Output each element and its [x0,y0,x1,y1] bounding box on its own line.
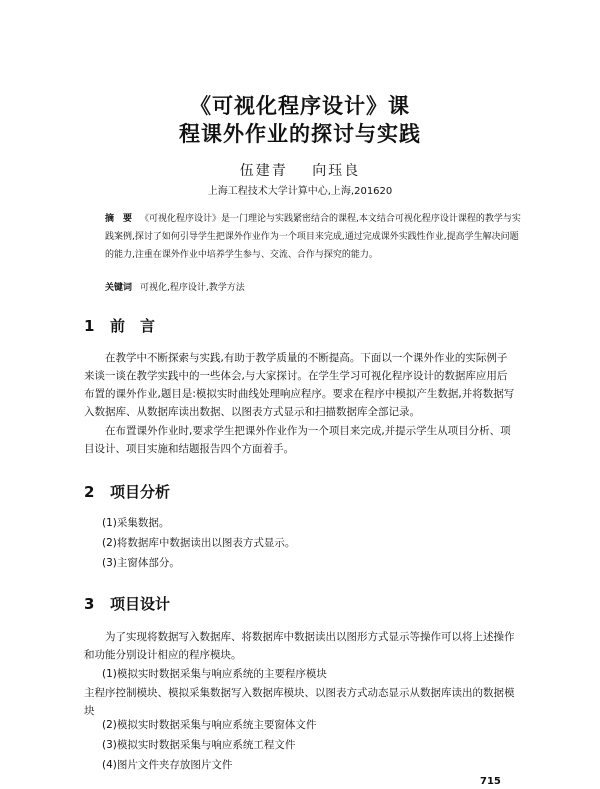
affiliation: 上海工程技术大学计算中心,上海,201620 [207,186,393,197]
section-number: 3 [84,595,95,613]
list-item: (2)模拟实时数据采集与响应系统主要窗体文件 [102,719,317,731]
keywords [105,280,523,293]
paper-title-line-1: 《可视化程序设计》课 [190,94,410,118]
author-1: 伍建青 [239,163,288,179]
section-heading-introduction [84,315,155,336]
abstract-label: 摘 要 [105,214,133,224]
list-item: (2)将数据库中数据读出以图表方式显示。 [102,537,296,549]
keywords-label: 关键词 [105,283,133,293]
list-item: (1)采集数据。 [102,517,170,529]
section-heading-analysis [84,481,170,502]
keywords-text: 可视化,程序设计,教学方法 [140,283,245,293]
section-number: 2 [84,483,95,501]
section-title: 项目分析 [110,483,171,501]
intro-paragraph-2: 在布置课外作业时,要求学生把课外作业作为一个项目来完成,并提示学生从项目分析、项目设计、项目实施和结题报告四个方面着手。 [84,425,511,455]
paper-title-line-2: 程课外作业的探讨与实践 [179,122,421,146]
author-list [0,160,600,180]
design-list-b [102,715,522,775]
author-2: 向珏良 [312,163,361,179]
design-paragraph-1: 为了实现将数据写入数据库、将数据库中数据读出以图形方式显示等操作可以将上述操作和功能分别设计相应的程序模块。 [84,631,515,661]
abstract [105,210,523,264]
section-heading-design [84,593,170,614]
intro-paragraph-1: 在教学中不断探索与实践,有助于教学质量的不断提高。下面以一个课外作业的实际例子来谈一谈在教学实践中的一些体会,与大家探讨。在学生学习可视化程序设计的数据库应用后布置的课外作业,题目是:模拟实时曲线处理响应程序。要求在程序中模拟产生数据,并将数据写入数据库、从数据库读出数据、以图表方式显示和扫描数据库全部记录。 [84,352,515,418]
list-item: (1)模拟实时数据采集与响应系统的主要程序模块 [102,668,327,680]
list-item: (3)模拟实时数据采集与响应系统工程文件 [102,739,296,751]
analysis-list [102,513,522,573]
design-paragraph-2: 主程序控制模块、模拟采集数据写入数据库模块、以图表方式动态显示从数据库读出的数据模块 [84,687,515,717]
abstract-text: 《可视化程序设计》是一门理论与实践紧密结合的课程,本文结合可视化程序设计课程的教学与实践案例,探讨了如何引导学生把课外作业作为一个项目来完成,通过完成课外实践性作业,提高学生解决问题的能力,注重在课外作业中培养学生参与、交流、合作与探究的能力。 [105,214,521,260]
section-number: 1 [84,317,95,335]
section-title: 项目设计 [110,595,171,613]
page-number: 715 [480,776,501,787]
design-list-a [102,664,522,684]
list-item: (3)主窗体部分。 [102,557,180,569]
section-title: 前 言 [110,317,156,335]
list-item: (4)图片文件夹存放图片文件 [102,759,233,771]
